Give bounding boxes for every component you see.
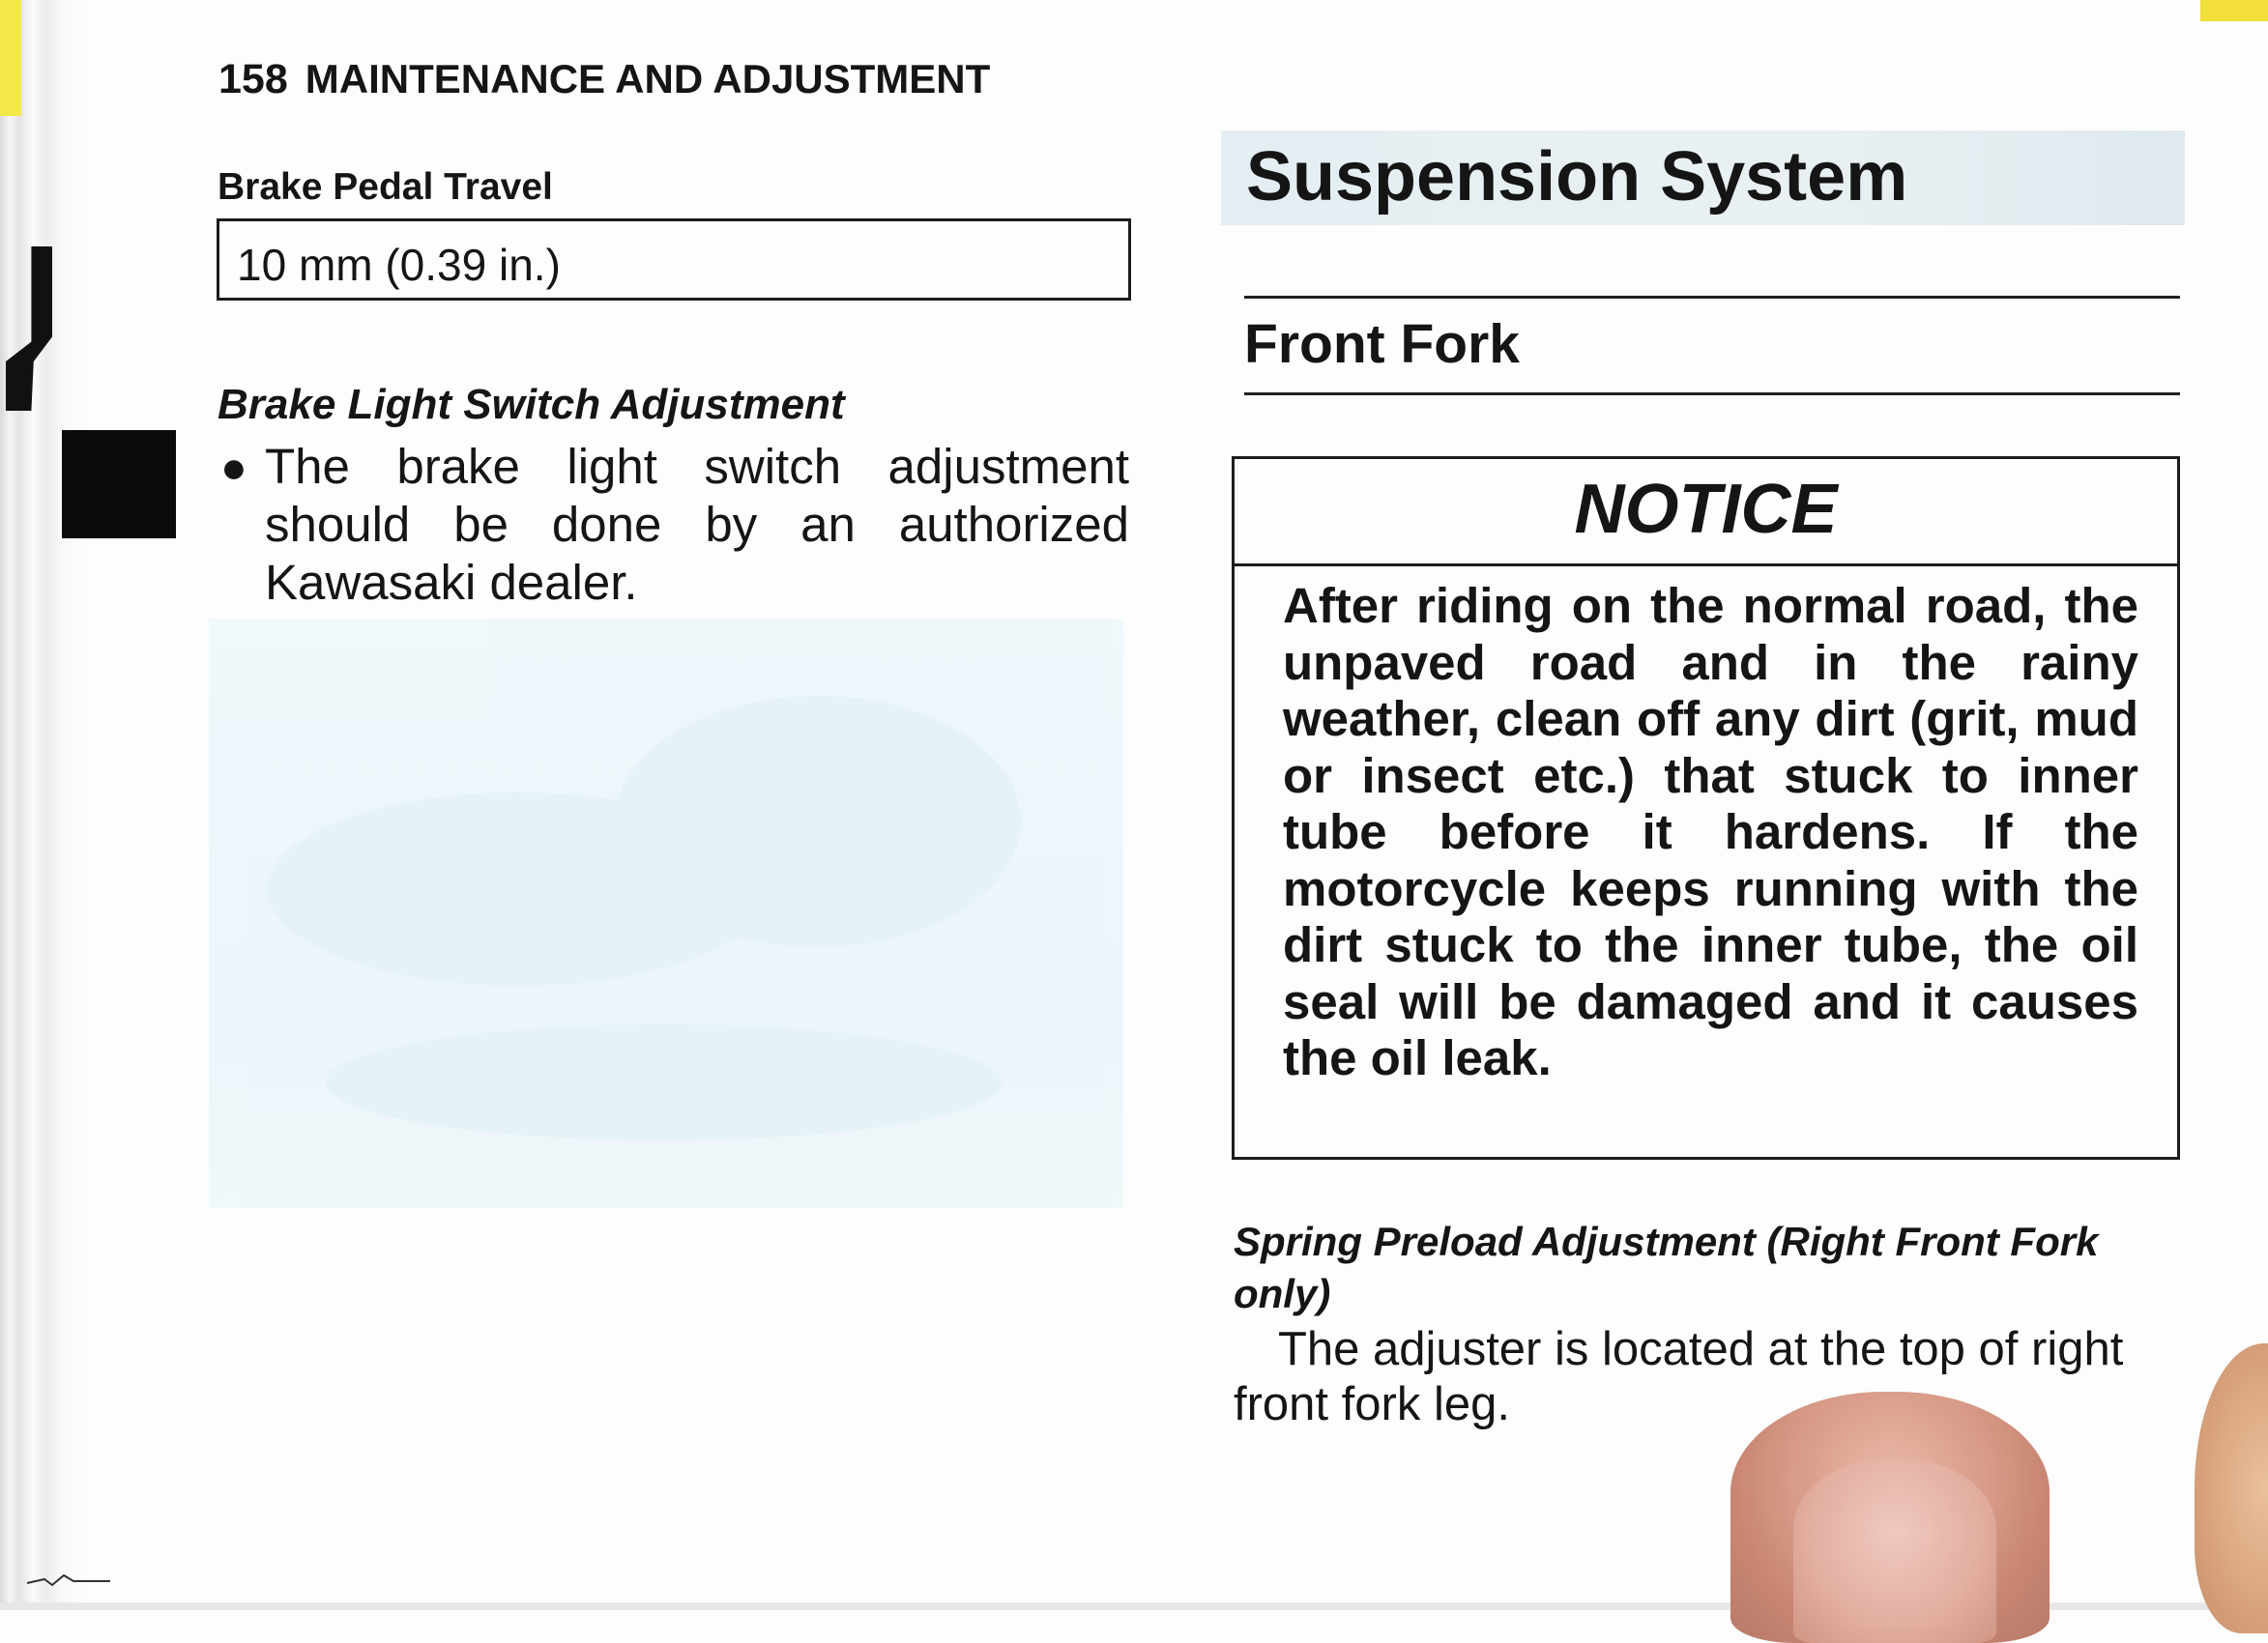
subsection-rule-top [1244, 296, 2180, 299]
brake-pedal-travel-value-box [217, 218, 1131, 301]
brake-pedal-travel-label: Brake Pedal Travel [218, 166, 553, 208]
notice-body: After riding on the normal road, the unpaved road and in the rainy weather, clean off any dirt (grit, mud or insect etc.) that stuck to inner tube before it hardens. If the motorcycle keeps running with the dirt stuck to the inner tube, the oil seal will be damaged and it causes the oil leak. [1283, 578, 2138, 1085]
spring-preload-text: The adjuster is located at the top of right front fork leg. [1234, 1323, 2124, 1430]
yellow-page-tab [0, 0, 21, 116]
header-section-title: MAINTENANCE AND ADJUSTMENT [305, 56, 991, 101]
section-title: Suspension System [1246, 138, 1908, 216]
yellow-page-tab-right [2200, 0, 2268, 21]
brake-light-switch-bullet-item [220, 438, 1129, 612]
running-header [218, 56, 990, 103]
subsection-title: Front Fork [1244, 313, 1520, 375]
brake-pedal-travel-value: 10 mm (0.39 in.) [237, 240, 561, 290]
page-edge-scribble [25, 1560, 112, 1589]
show-through-figure [209, 619, 1123, 1208]
finger [2195, 1343, 2268, 1633]
subsection-rule-bottom [1244, 392, 2180, 395]
brake-light-switch-heading: Brake Light Switch Adjustment [218, 381, 845, 428]
page-edge-tab-marker [62, 430, 176, 538]
thumbnail [1793, 1459, 1996, 1643]
page-number: 158 [218, 56, 288, 102]
notice-title: NOTICE [1235, 459, 2177, 566]
bullet-icon: ● [220, 442, 247, 492]
spring-preload-heading: Spring Preload Adjustment (Right Front Fork only) [1234, 1219, 2099, 1316]
notice-box [1232, 456, 2180, 1160]
page-binding-edge [0, 0, 87, 1610]
brake-light-switch-text: The brake light switch adjustment should be done by an authorized Kawasaki dealer. [265, 439, 1129, 610]
